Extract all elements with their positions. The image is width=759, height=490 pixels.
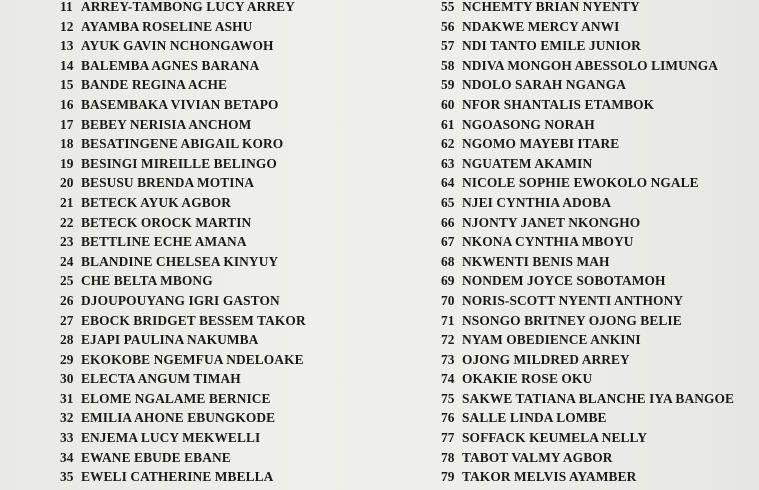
list-item	[60, 115, 306, 135]
entry-number: 70	[441, 292, 455, 308]
entry-name: BESINGI MIREILLE BELINGO	[81, 155, 277, 171]
list-item	[60, 56, 306, 76]
entry-name: BEBEY NERISIA ANCHOM	[81, 116, 252, 132]
list-item	[441, 173, 734, 193]
entry-name: BANDE REGINA ACHE	[81, 77, 228, 93]
list-item	[441, 115, 734, 135]
entry-number: 13	[60, 38, 74, 54]
name-list-right	[441, 0, 734, 487]
entry-name: BETTLINE ECHE AMANA	[81, 234, 247, 250]
list-item	[441, 154, 734, 174]
entry-number: 16	[60, 96, 74, 112]
list-item	[60, 173, 306, 193]
entry-number: 29	[60, 351, 74, 367]
list-item	[60, 448, 306, 468]
entry-number: 57	[441, 38, 455, 54]
entry-number: 60	[441, 96, 455, 112]
entry-number: 34	[60, 449, 74, 465]
list-item	[60, 213, 306, 233]
entry-name: NGOMO MAYEBI ITARE	[462, 136, 620, 152]
entry-number: 55	[441, 0, 455, 14]
list-item	[441, 232, 734, 252]
entry-name: EJAPI PAULINA NAKUMBA	[81, 332, 259, 348]
name-list-left	[60, 0, 306, 487]
list-item	[441, 0, 734, 17]
entry-name: SALLE LINDA LOMBE	[462, 410, 607, 426]
entry-number: 31	[60, 390, 74, 406]
entry-name: NONDEM JOYCE SOBOTAMOH	[462, 273, 666, 289]
entry-name: NICOLE SOPHIE EWOKOLO NGALE	[462, 175, 699, 191]
entry-name: ARREY-TAMBONG LUCY ARREY	[81, 0, 295, 14]
list-item	[60, 330, 306, 350]
entry-number: 35	[60, 469, 74, 485]
entry-number: 69	[441, 273, 455, 289]
entry-number: 23	[60, 234, 74, 250]
entry-number: 12	[60, 18, 74, 34]
entry-name: NGUATEM AKAMIN	[462, 155, 593, 171]
entry-number: 21	[60, 194, 74, 210]
entry-name: NCHEMTY BRIAN NYENTY	[462, 0, 640, 14]
entry-name: SAKWE TATIANA BLANCHE IYA BANGOE	[462, 390, 735, 406]
entry-number: 67	[441, 234, 455, 250]
list-item	[60, 428, 306, 448]
entry-name: AYAMBA ROSELINE ASHU	[81, 18, 253, 34]
list-item	[60, 291, 306, 311]
entry-number: 25	[60, 273, 74, 289]
list-item	[441, 369, 734, 389]
entry-name: NKONA CYNTHIA MBOYU	[462, 234, 634, 250]
list-item	[441, 17, 734, 37]
list-item	[441, 428, 734, 448]
list-item	[441, 213, 734, 233]
entry-number: 73	[441, 351, 455, 367]
entry-name: TAKOR MELVIS AYAMBER	[462, 469, 637, 485]
entry-number: 33	[60, 430, 74, 446]
list-item	[60, 17, 306, 37]
entry-name: SOFFACK KEUMELA NELLY	[462, 430, 648, 446]
entry-number: 74	[441, 371, 455, 387]
entry-name: BLANDINE CHELSEA KINYUY	[81, 253, 279, 269]
entry-name: DJOUPOUYANG IGRI GASTON	[81, 292, 280, 308]
list-item	[60, 232, 306, 252]
entry-name: ELOME NGALAME BERNICE	[81, 390, 271, 406]
list-item	[441, 467, 734, 487]
entry-name: BASEMBAKA VIVIAN BETAPO	[81, 96, 279, 112]
entry-name: NORIS-SCOTT NYENTI ANTHONY	[462, 292, 684, 308]
entry-name: NYAM OBEDIENCE ANKINI	[462, 332, 641, 348]
entry-number: 76	[441, 410, 455, 426]
list-item	[441, 95, 734, 115]
list-item	[441, 448, 734, 468]
entry-number: 64	[441, 175, 455, 191]
list-item	[60, 311, 306, 331]
list-item	[60, 467, 306, 487]
list-item	[60, 154, 306, 174]
entry-number: 65	[441, 194, 455, 210]
entry-name: NDAKWE MERCY ANWI	[462, 18, 620, 34]
list-item	[60, 369, 306, 389]
entry-name: TABOT VALMY AGBOR	[462, 449, 613, 465]
entry-number: 77	[441, 430, 455, 446]
list-item	[441, 271, 734, 291]
entry-number: 66	[441, 214, 455, 230]
entry-name: OJONG MILDRED ARREY	[462, 351, 630, 367]
entry-number: 56	[441, 18, 455, 34]
entry-name: NSONGO BRITNEY OJONG BELIE	[462, 312, 682, 328]
entry-number: 19	[60, 155, 74, 171]
list-item	[60, 75, 306, 95]
entry-number: 17	[60, 116, 74, 132]
list-item	[441, 36, 734, 56]
entry-number: 68	[441, 253, 455, 269]
entry-name: NFOR SHANTALIS ETAMBOK	[462, 96, 655, 112]
entry-name: ELECTA ANGUM TIMAH	[81, 371, 241, 387]
list-item	[441, 311, 734, 331]
entry-name: BETECK OROCK MARTIN	[81, 214, 252, 230]
entry-name: NJONTY JANET NKONGHO	[462, 214, 641, 230]
entry-name: NGOASONG NORAH	[462, 116, 595, 132]
entry-name: AYUK GAVIN NCHONGAWOH	[81, 38, 274, 54]
list-item	[60, 134, 306, 154]
entry-name: EBOCK BRIDGET BESSEM TAKOR	[81, 312, 306, 328]
entry-number: 22	[60, 214, 74, 230]
list-item	[441, 408, 734, 428]
list-item	[441, 252, 734, 272]
entry-number: 30	[60, 371, 74, 387]
entry-number: 32	[60, 410, 74, 426]
entry-number: 11	[60, 0, 73, 14]
list-item	[60, 193, 306, 213]
list-item	[441, 389, 734, 409]
entry-number: 18	[60, 136, 74, 152]
entry-name: ENJEMA LUCY MEKWELLI	[81, 430, 261, 446]
list-item	[441, 134, 734, 154]
list-item	[60, 389, 306, 409]
list-item	[60, 252, 306, 272]
entry-name: BETECK AYUK AGBOR	[81, 194, 232, 210]
entry-name: NDIVA MONGOH ABESSOLO LIMUNGA	[462, 57, 718, 73]
entry-name: EWANE EBUDE EBANE	[81, 449, 231, 465]
entry-number: 59	[441, 77, 455, 93]
entry-number: 58	[441, 57, 455, 73]
list-item	[441, 75, 734, 95]
list-item	[60, 271, 306, 291]
entry-number: 24	[60, 253, 74, 269]
list-item	[60, 0, 306, 17]
entry-number: 61	[441, 116, 455, 132]
entry-name: NJEI CYNTHIA ADOBA	[462, 194, 612, 210]
list-item	[441, 56, 734, 76]
entry-number: 79	[441, 469, 455, 485]
entry-name: NDI TANTO EMILE JUNIOR	[462, 38, 641, 54]
entry-number: 15	[60, 77, 74, 93]
entry-number: 78	[441, 449, 455, 465]
entry-name: EMILIA AHONE EBUNGKODE	[81, 410, 276, 426]
entry-number: 27	[60, 312, 74, 328]
entry-name: BESUSU BRENDA MOTINA	[81, 175, 255, 191]
list-item	[441, 193, 734, 213]
entry-name: OKAKIE ROSE OKU	[462, 371, 593, 387]
entry-number: 63	[441, 155, 455, 171]
entry-name: NKWENTI BENIS MAH	[462, 253, 610, 269]
list-item	[60, 36, 306, 56]
entry-name: EWELI CATHERINE MBELLA	[81, 469, 274, 485]
entry-name: EKOKOBE NGEMFUA NDELOAKE	[81, 351, 304, 367]
entry-name: BESATINGENE ABIGAIL KORO	[81, 136, 284, 152]
entry-name: BALEMBA AGNES BARANA	[81, 57, 260, 73]
entry-name: CHE BELTA MBONG	[81, 273, 213, 289]
entry-number: 14	[60, 57, 74, 73]
entry-number: 26	[60, 292, 74, 308]
list-item	[60, 408, 306, 428]
list-item	[441, 350, 734, 370]
entry-number: 20	[60, 175, 74, 191]
list-item	[60, 95, 306, 115]
entry-number: 71	[441, 312, 455, 328]
list-item	[441, 291, 734, 311]
list-item	[441, 330, 734, 350]
entry-number: 28	[60, 332, 74, 348]
entry-number: 62	[441, 136, 455, 152]
list-item	[60, 350, 306, 370]
entry-number: 75	[441, 390, 455, 406]
entry-name: NDOLO SARAH NGANGA	[462, 77, 626, 93]
entry-number: 72	[441, 332, 455, 348]
